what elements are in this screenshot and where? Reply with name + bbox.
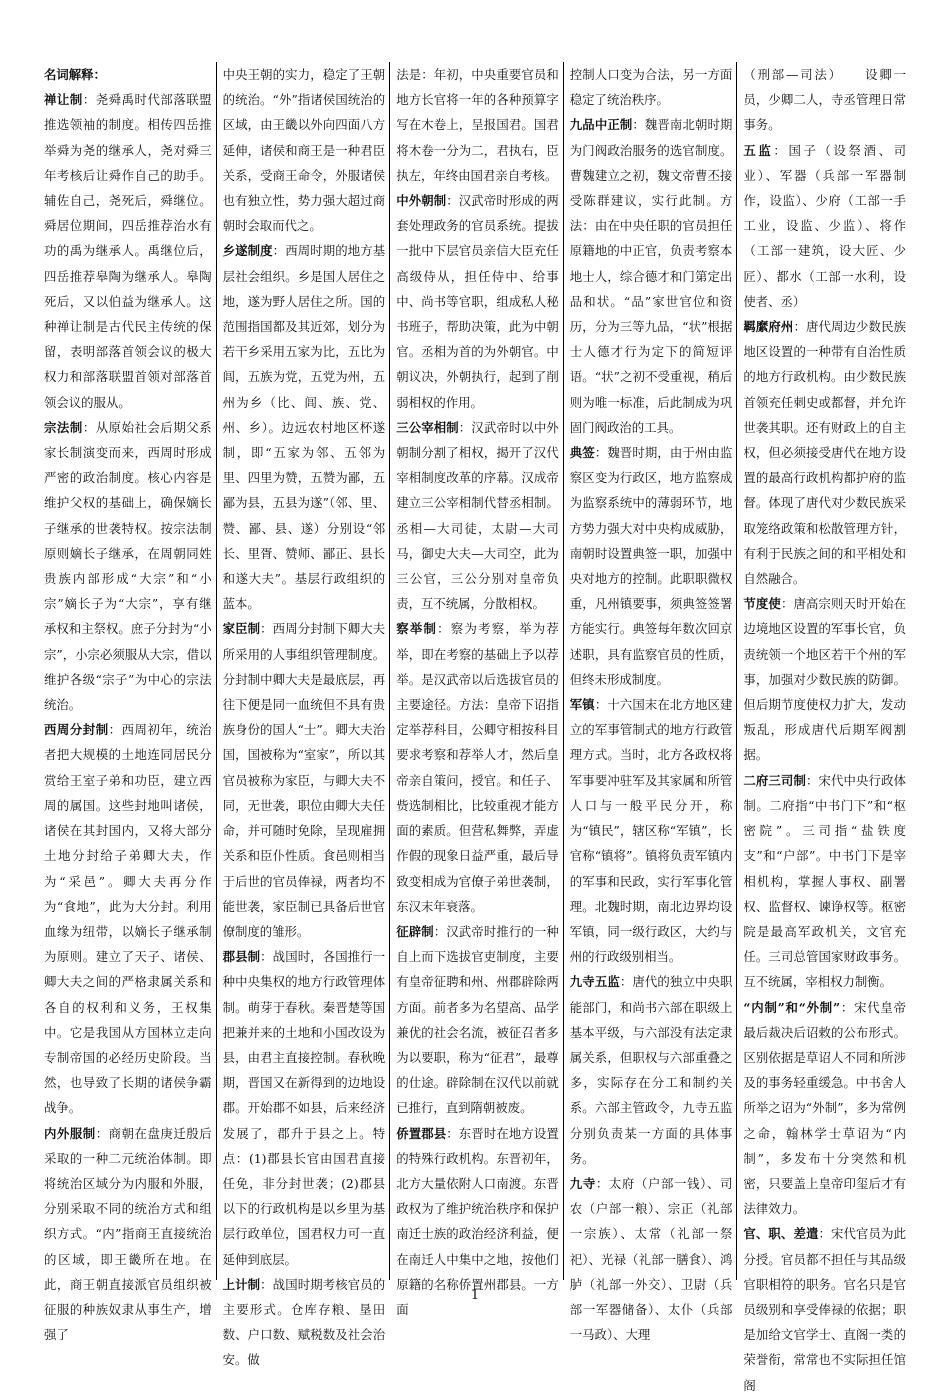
entry-xiangsui (223, 238, 386, 616)
entry-dianqian (570, 440, 733, 692)
definition: ：汉武帝时形成的两套处理政务的官员系统。提拔一批中下层官员亲信大臣充任高级侍从，担任侍中、给事中、尚书等官职，组成私人秘书班子，帮助决策，此为中朝官。丞相为首的为外朝官。中朝议决，外朝执行，起到了削弱相权的作用。 (396, 193, 559, 410)
term: 二府三司制 (743, 772, 806, 788)
entry-continued (396, 62, 559, 188)
term: 西周分封制 (44, 722, 109, 738)
term: 五监 (743, 142, 774, 158)
term: 军镇 (569, 697, 595, 713)
term: 上计制 (222, 1276, 261, 1292)
definition: ：十六国末在北方地区建立的军事管制式的地方行政管理方式。当时，北方各政权将军事要冲驻军及其家属和所管人口与一般平民分开，称为“镇民”，辖区称“军镇”，长官称“镇将”。镇将负责军镇内的军事和民政，实行军事化管理。北魏时期，南北边界均设军镇，同一级行政区，大约与州的行政级别相当。 (569, 697, 733, 965)
definition: ：汉武帝时以中外朝制分割了相权，揭开了汉代宰相制度改革的序幕。汉成帝建立三公宰相制代替丞相制。丞相—大司徒，太尉—大司马，御史大夫—大司空，此为三公官，三公分别对皇帝负责，互不统属，分散相权。 (396, 419, 559, 612)
term: 节度使 (743, 596, 781, 612)
term: 三公宰相制 (396, 419, 459, 435)
definition: ：汉武帝时推行的一种自上而下选拔官吏制度，主要有皇帝征聘和州、州郡辟除两方面。前者多为名望高、品学兼优的社会名流，被征召者多为以要职，称为“征君”，最尊的仕途。辟除制在汉代以前就已推行，直到隋朝被废。 (396, 923, 559, 1116)
definition: ：唐高宗则天时开始在边境地区设置的军事长官，负责统领一个地区若干个州的军事，加强对少数民族的防御。但后期节度使权力扩大，发动叛乱，形成唐代后期军阀割据。 (743, 596, 906, 763)
term: 九寺 (569, 1175, 596, 1191)
entry-jimi (743, 314, 906, 591)
definition: 控制人口变为合法，另一方面稳定了统治秩序。 (569, 67, 733, 108)
entry-neiwaifu (44, 1121, 212, 1348)
entry-erfu-sansi (743, 768, 906, 995)
entry-continued (223, 62, 386, 238)
entry-neizhi-waizhi (743, 995, 906, 1222)
entry-sangong (396, 415, 559, 617)
term: 乡遂制度 (222, 243, 273, 259)
definition: ：从原始社会后期父系家长制演变而来，西周时形成严密的政治制度。核心内容是维护父权的基础上，确保嫡长子继承的世袭特权。按宗法制原则嫡长子继承，在周朝同姓贵族内部形成“大宗”和“小宗”嫡长子为“大宗”，享有继承权和主祭权。庶子分封为“小宗”，小宗必须服从大宗，借以维护各级“宗子”为中心的宗法统治。 (44, 419, 212, 713)
definition: ：战国时，各国推行一种中央集权的地方行政管理体制。萌芽于春秋。秦晋楚等国把兼并来的土地和小国改设为县，由君主直接控制。春秋晚期，晋国又在新得到的边地设郡。开始郡不如县，后来经济发展了，郡升于县之上。特点：(1)郡县长官由国君直接任免，非分封世袭；(2)郡县以下的行政机构是以乡里为基层行政单位，国君权力可一直延伸到底层。 (222, 949, 386, 1267)
definition: ：魏晋时期，由于州由监察区变为行政区，地方监察成为监察系统中的薄弱环节，地方势力强大对中央构成威胁，南朝时设置典签一职，加强中央对地方的控制。此职职微权重，凡州镇要事，须典签签署方能实行。典签每年数次回京述职，具有监察官员的性质，但终未形成制度。 (569, 445, 733, 687)
definition: 中央王朝的实力，稳定了王朝的统治。“外”指诸侯国统治的区域，由王畿以外向四面八方延伸，诸侯和商王是一种君臣关系，受商王命令，外服诸侯也有独立性，势力强大超过商朝时会取而代之。 (222, 67, 386, 234)
entry-jiusi-wujian (570, 969, 733, 1171)
entry-wujian (743, 138, 906, 314)
entry-junzhen (570, 692, 733, 969)
definition: ：察为考察，举为荐举，即在考察的基础上予以荐举。是汉武帝以后选拔官员的主要途径。方法：皇帝下诏指定举荐科目，公卿守相按科目要求考察和荐举人才，然后皇帝亲自策问，授官。和任子、赀选制相比，比较重视才能方面的素质。但营私舞弊，弄虚作假的现象日益严重，最后导致变相成为官僚子弟世袭制，东汉末年衰落。 (396, 621, 559, 914)
term: 羁縻府州 (743, 319, 794, 335)
definition: （刑部—司法） 设卿一员，少卿二人，寺丞管理日常事务。 (743, 67, 906, 133)
definition: ：西周分封制下卿大夫所采用的人事组织管理制度。分封制中卿大夫是最底层，再往下便是同一血统但不具有贵族身份的国人“士”。卿大夫治国，国被称为“室家”，所以其官员被称为家臣，与卿大夫不同，无世袭，职位由卿大夫任命，并可随时免除，呈现雇拥关系和臣仆性质。食邑则相当于后世的官员俸禄，两者均不能世袭，家臣制已具备后世官僚制度的雏形。 (222, 621, 386, 939)
column-1 (42, 62, 216, 1343)
entry-continued (743, 62, 906, 138)
definition: ：宋代中央行政体制。二府指“中书门下”和“枢密院”。三司指“盐铁度支”和“户部”。中书门下是宰相机构，掌握人事权、副署权、监督权、谏诤权等。枢密院是最高军政机关，文官充任。三司总管国家财政事务。互不统属，宰相权力制衡。 (743, 772, 906, 990)
definition: ：东晋时在地方设置的特殊行政机构。东晋初年，北方大量依附人口南渡。东晋政权为了维护统治秩序和保护南迁士族的政治经济利益，便在南迁人中集中之地，按他们原籍的名称侨置州郡县。一方面 (396, 1125, 559, 1317)
term: 内外服制 (44, 1125, 96, 1141)
definition: ：宋代皇帝最后裁决后诏敕的公布形式。区别依据是草诏人不同和所涉及的事务轻重缓急。中书舍人所举之诏为“外制”，多为常例之命，翰林学士草诏为“内制”，多发布十分突然和机密，只要盖上皇帝印玺后才有法律效力。 (743, 999, 906, 1217)
entry-continued (570, 62, 733, 112)
entry-chaju (396, 616, 559, 918)
definition: ：宋代官员为此分授。官员都不担任与其品级官职相符的职务。官名只是官员级别和享受俸禄的依据；职是加给文官学士、直阁一类的荣誉衔，常常也不实际担任馆阁 (743, 1226, 906, 1393)
term: 中外朝制 (396, 193, 447, 209)
term: 宗法制 (44, 419, 83, 435)
term: 征辟制 (396, 923, 434, 939)
definition: 法是：年初，中央重要官员和地方长官将一年的各种预算字写在木卷上，呈报国君。国君将木卷一分为二，君执右，臣执左，年终由国君亲自考核。 (396, 67, 559, 183)
definition: ：西周初年，统治者把大规模的土地连同居民分赏给王室子弟和功臣，建立西周的属国。这些封地叫诸侯，诸侯在其封国内，又将大部分土地分封给子弟卿大夫，作为“采邑”。卿大夫再分作为“食地”，此为大分封。利用血缘为纽带，以嫡长子继承制为原则。建立了天子、诸侯、卿大夫之间的严格隶属关系和各自的权利和义务，王权集中。它是我国从方国林立走向专制帝国的必经历史阶段。当然，也导致了长期的诸侯争霸战争。 (44, 722, 212, 1116)
term: 官、职、差遣 (743, 1226, 819, 1242)
entry-shangji (223, 1272, 386, 1373)
term: 九品中正制 (569, 117, 633, 133)
page-number: 1 (470, 1288, 480, 1303)
term: 九寺五监 (569, 974, 620, 990)
definition: ：国子（设祭酒、司业）、军器（兵部一军器制作，设监）、少府（工部一手工业，设监、少监）、将作（工部一建筑，设大匠、少匠）、都水（工部一水利，设使者、丞） (743, 142, 906, 309)
entry-jiachen (223, 616, 386, 944)
entry-jiupin (570, 112, 733, 440)
entry-zongfa (44, 415, 212, 717)
term: 察举制 (396, 621, 438, 637)
definition: ：商朝在盘庚迁殷后采取的一种二元统治体制。即将统治区域分为内服和外服，分别采取不同的统治方式和组织方式。“内”指商王直接统治的区域，即王畿所在地。在此，商王朝直接派官员组织被征服的种族奴隶从事生产，增强了 (44, 1125, 212, 1343)
column-2 (216, 62, 390, 1368)
definition: ：战国时期考核官员的主要形式。仓库存粮、垦田数、户口数、赋税数及社会治安。做 (222, 1276, 386, 1368)
definition: ：太府（户部一钱）、司农（户部一粮）、宗正（礼部一宗族）、太常（礼部一祭祀）、光禄（礼部一膳食）、鸿胪（礼部一外交）、卫尉（兵部一军器储备）、太仆（兵部一马政）、大理 (569, 1175, 733, 1343)
heading-text: 名词解释： (44, 67, 106, 82)
document-heading (44, 62, 212, 87)
entry-zhongwaichao (396, 188, 559, 415)
definition: ：唐代的独立中央职能部门，和尚书六部在职级上基本平级，与六部没有法定隶属关系，但职权与六部重叠之多，实际存在分工和制约关系。六部主管政令，九寺五监分别负责某一方面的具体事务。 (569, 974, 733, 1166)
column-4 (563, 62, 737, 1343)
term: 典签 (569, 445, 595, 461)
entry-jiusi (570, 1171, 733, 1347)
definition: ：魏晋南北朝时期为门阀政治服务的选官制度。曹魏建立之初，魏文帝曹丕接受陈群建议，实行此制。方法：由在中央任职的官员担任原籍地的中正官，负责考察本地士人，综合德才和门第定出品和状。“品”家世官位和资历，分为三等九品，“状”根据士人德才行为定下的简短评语。“状”之初不受重视，稍后则为唯一标准，后此制成为巩固门阀政治的工具。 (569, 117, 733, 435)
definition: ：唐代周边少数民族地区设置的一种带有自治性质的地方行政机构。由少数民族首领充任刺史或都督，并允许世袭其职。还有财政上的自主权，但必须接受唐代在地方设置的最高行政机构都护府的监督。体现了唐代对少数民族采取笼络政策和松散管理方针，有利于民族之间的和平相处和自然融合。 (743, 319, 906, 587)
entry-zhengpi (396, 919, 559, 1121)
term: 禅让制 (44, 92, 83, 108)
column-3 (389, 62, 563, 1317)
entry-jiedushi (743, 591, 906, 767)
term: “内制”和“外制” (743, 999, 841, 1015)
column-5 (736, 62, 910, 1393)
definition: ：西周时期的地方基层社会组织。乡是国人居住之地，遂为野人居住之所。国的范围指国都及其近郊，划分为若干乡采用五家为比，五比为闾，五族为党，五党为州，五州为乡（比、闾、族、党、州、乡）。边远农村地区杯遂制，即“五家为邻、五邻为里、四里为赞，五赞为鄙，五鄙为县，五县为遂”（邻、里、赞、鄙、县、遂）分别设“邻长、里胥、赞师、鄙正、县长和遂大夫”。基层行政组织的蓝本。 (222, 243, 386, 612)
term: 侨置郡县 (396, 1125, 447, 1141)
entry-fenfeng (44, 717, 212, 1120)
entry-junxian (223, 944, 386, 1272)
term: 家臣制 (222, 621, 261, 637)
entry-chanrang (44, 87, 212, 415)
definition: ：尧舜禹时代部落联盟推选领袖的制度。相传四岳推举舜为尧的继承人，尧对舜三年考核后让舜作自己的助手。辅佐自己，尧死后，舜继位。舜居位期间，四岳推荐治水有功的禹为继承人。禹继位后，四岳推荐皋陶为继承人。皋陶死后，又以伯益为继承人。这种禅让制是古代民主传统的保留，表明部落首领会议的极大权力和部落联盟首领对部落首领会议的服从。 (44, 92, 212, 410)
entry-guan-zhi-chaiqian (743, 1221, 906, 1397)
document-page (42, 62, 910, 1393)
term: 郡县制 (222, 949, 261, 965)
